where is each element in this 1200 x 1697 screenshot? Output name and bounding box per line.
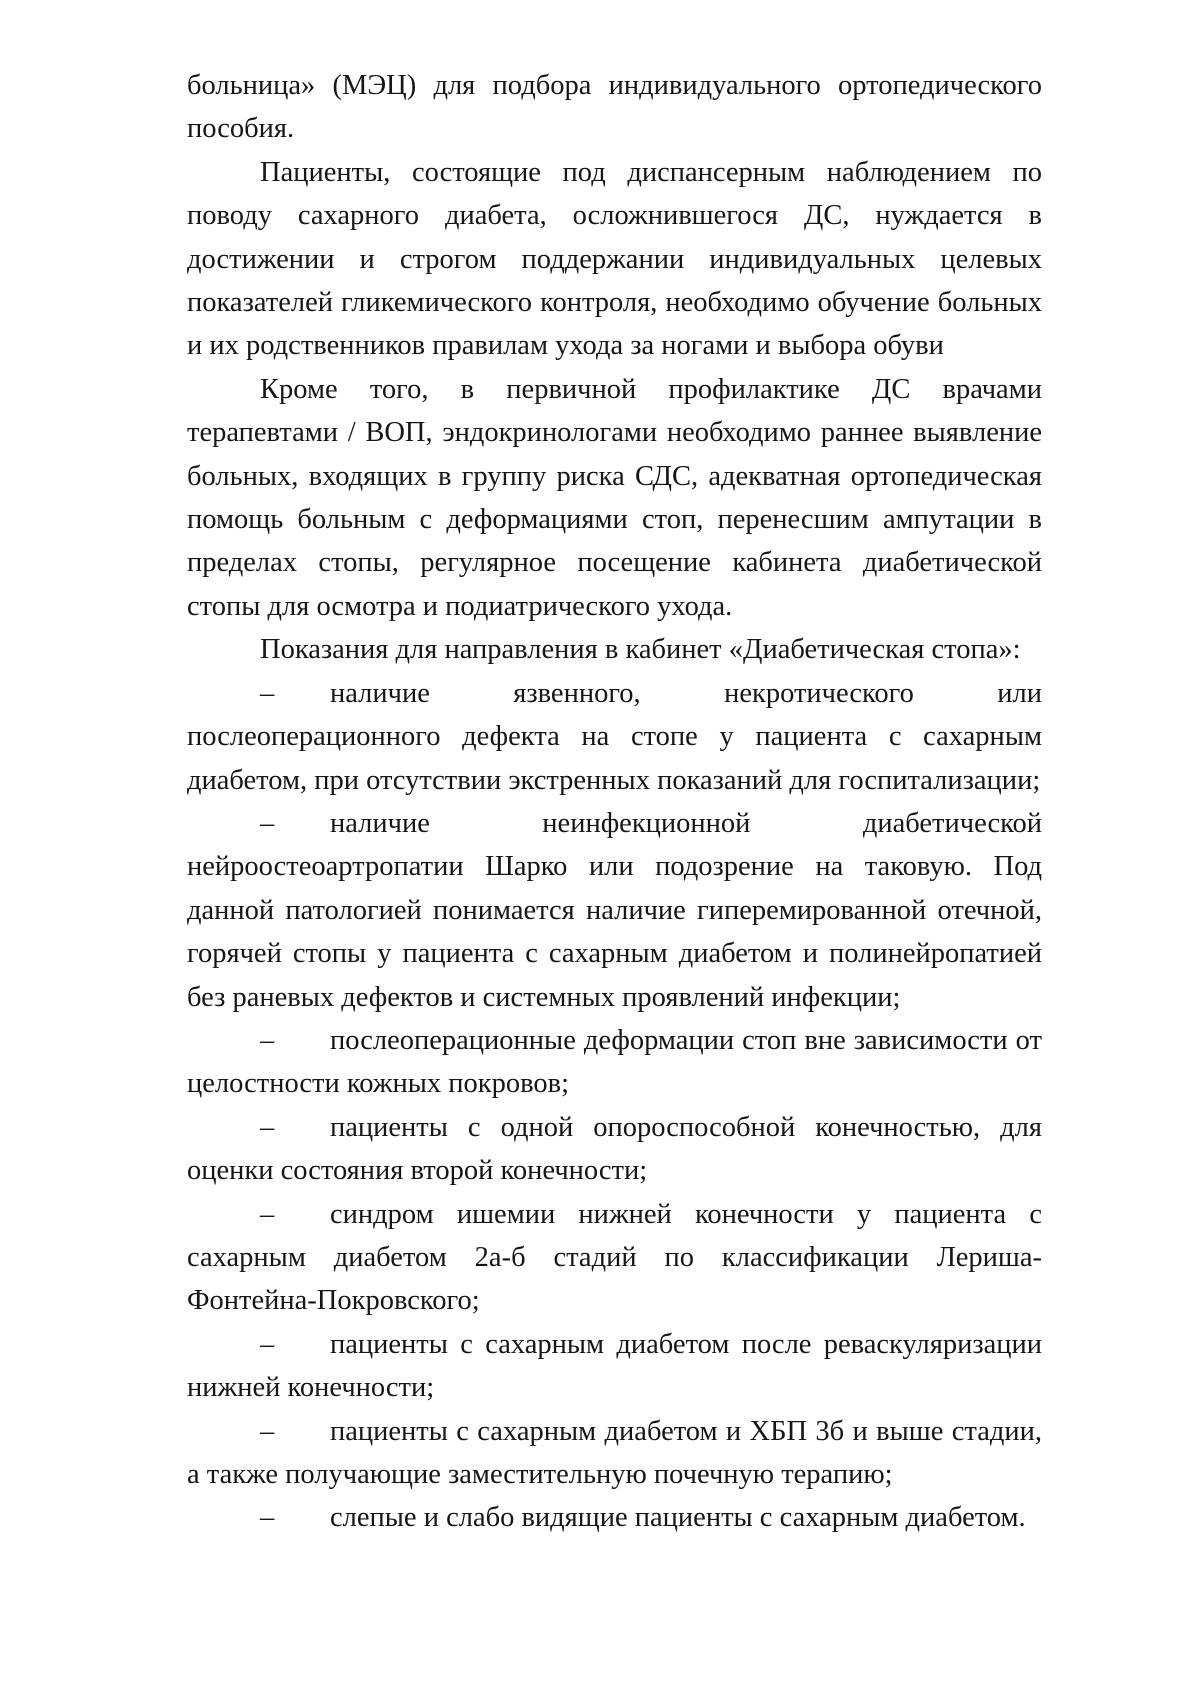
list-item-text: послеоперационные деформации стоп вне зависимости от целостности кожных покровов; [187, 1024, 1042, 1100]
list-item [187, 802, 1042, 1019]
dash-bullet: – [260, 1502, 275, 1534]
list-item [187, 672, 1042, 802]
dash-bullet: – [260, 1415, 275, 1447]
dash-bullet: – [260, 677, 275, 709]
paragraph-dispensary-patients: Пациенты, состоящие под диспансерным наблюдением по поводу сахарного диабета, осложнившегося ДС, нуждается в достижении и строгом поддержании индивидуальных целевых показателей гликемического контроля, необходимо обучение больных и их родственников правилам ухода за ногами и выбора обуви [187, 156, 1042, 362]
paragraph-continuation: больница» (МЭЦ) для подбора индивидуального ортопедического пособия. [187, 70, 1042, 145]
dash-bullet: – [260, 1328, 275, 1360]
list-item-text: пациенты с сахарным диабетом и ХБП 3б и выше стадии, а также получающие заместительную почечную терапию; [187, 1415, 1042, 1490]
list-item-text: пациенты с сахарным диабетом после реваскуляризации нижней конечности; [187, 1328, 1042, 1404]
list-item-text: слепые и слабо видящие пациенты с сахарным диабетом. [330, 1502, 1026, 1534]
list-item [187, 1410, 1042, 1497]
list-item-text: наличие неинфекционной диабетической нейроостеоартропатии Шарко или подозрение на таковую. Под данной патологией понимается наличие гиперемированной отечной, горячей стопы у пациента с сахарным диабетом и полинейропатией без раневых дефектов и системных проявлений инфекции; [187, 807, 1042, 1013]
paragraph-primary-prevention: Кроме того, в первичной профилактике ДС врачами терапевтами / ВОП, эндокринологами необходимо раннее выявление больных, входящих в группу риска СДС, адекватная ортопедическая помощь больным с деформациями стоп, перенесшим ампутации в пределах стопы, регулярное посещение кабинета диабетической стопы для осмотра и подиатрического ухода. [187, 373, 1042, 622]
list-item [187, 1019, 1042, 1106]
dash-bullet: – [260, 1024, 275, 1056]
list-item-text: наличие язвенного, некротического или послеоперационного дефекта на стопе у пациента с сахарным диабетом, при отсутствии экстренных показаний для госпитализации; [187, 677, 1042, 796]
list-item-text: синдром ишемии нижней конечности у пациента с сахарным диабетом 2а-б стадий по классификации Лериша-Фонтейна-Покровского; [187, 1198, 1042, 1317]
list-item-text: пациенты с одной опороспособной конечностью, для оценки состояния второй конечности; [187, 1111, 1042, 1187]
paragraph-referral-indications: Показания для направления в кабинет «Диабетическая стопа»: [260, 634, 1021, 666]
dash-bullet: – [260, 1198, 275, 1230]
list-item [187, 1106, 1042, 1193]
list-item [187, 1193, 1042, 1323]
list-item [187, 1323, 1042, 1410]
dash-bullet: – [260, 807, 275, 839]
dash-bullet: – [260, 1111, 275, 1143]
list-item [187, 1496, 1042, 1539]
